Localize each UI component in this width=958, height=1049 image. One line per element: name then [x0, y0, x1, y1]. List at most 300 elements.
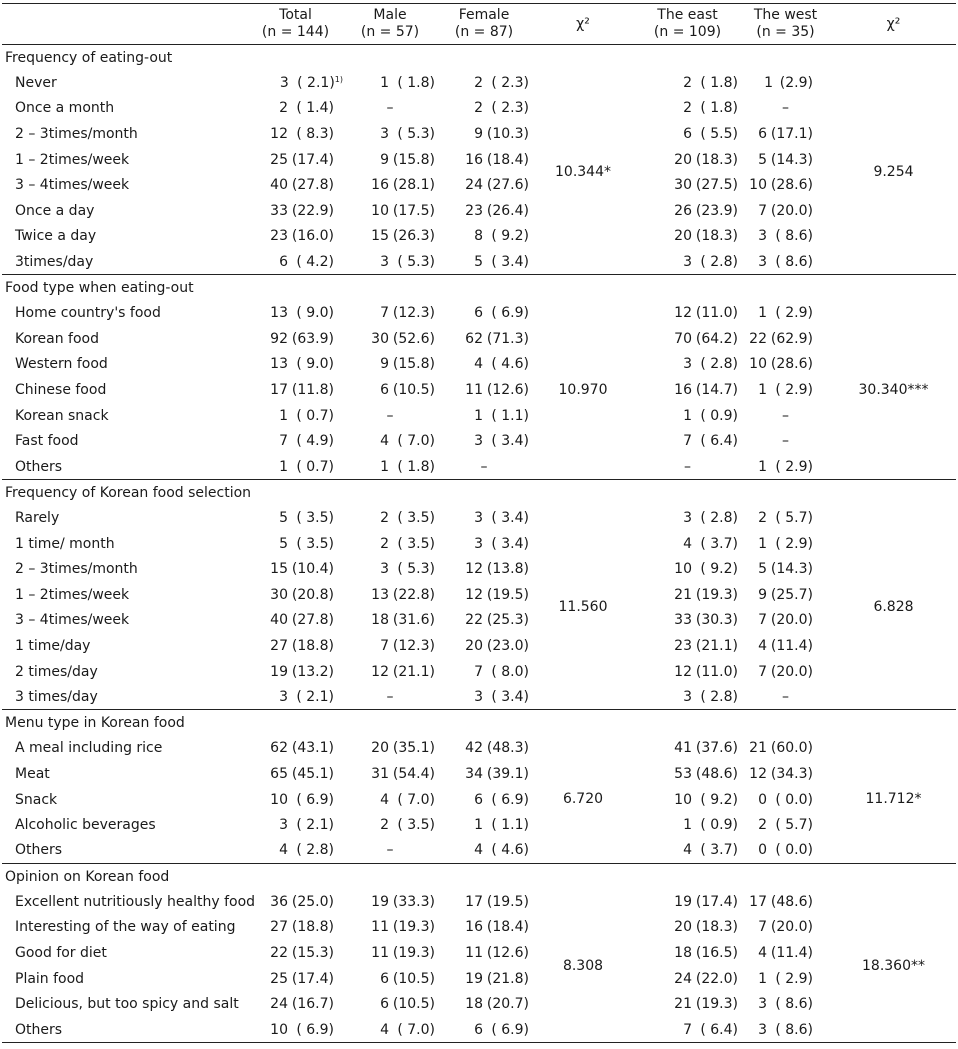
cell-percent: ( 6.9) — [491, 1021, 529, 1038]
cell-male — [343, 736, 437, 762]
group-title: Opinion on Korean food — [2, 864, 956, 890]
cell-count: 3 — [279, 817, 288, 834]
cell-east — [635, 198, 740, 224]
cell-total — [248, 889, 343, 915]
cell-female — [437, 889, 531, 915]
cell-count: 19 — [465, 970, 483, 987]
cell-count: 1 — [683, 817, 692, 834]
table-row — [2, 249, 956, 275]
cell-count: 2 — [758, 817, 767, 834]
cell-male — [343, 633, 437, 659]
cell-count: 20 — [465, 637, 483, 654]
cell-total — [248, 966, 343, 992]
cell-east — [635, 991, 740, 1017]
cell-percent: (15.8) — [392, 356, 435, 373]
cell-count: 6 — [474, 305, 483, 322]
table-row — [2, 198, 956, 224]
cell-percent: (18.4) — [486, 151, 529, 168]
row-label: 2 – 3times/month — [15, 561, 138, 578]
cell-count: 6 — [683, 126, 692, 143]
cell-count: 9 — [758, 586, 767, 603]
cell-percent: (25.7) — [770, 586, 813, 603]
cell-percent: (19.5) — [486, 586, 529, 603]
cell-total — [248, 428, 343, 454]
cell-count: 7 — [683, 1021, 692, 1038]
cell-west — [740, 224, 831, 250]
row-label: Meat — [15, 765, 50, 782]
row-label: Fast food — [15, 433, 79, 450]
group-header-row — [2, 864, 956, 890]
cell-count: 21 — [674, 996, 692, 1013]
cell-percent: ( 2.1) — [296, 688, 334, 705]
cell-percent: (64.2) — [695, 330, 738, 347]
cell-count: 20 — [371, 740, 389, 757]
cell-count: 1 — [758, 535, 767, 552]
table-body — [2, 45, 956, 1043]
cell-percent: (19.3) — [392, 919, 435, 936]
cell-percent: (28.6) — [770, 177, 813, 194]
cell-count: 7 — [758, 202, 767, 219]
cell-count: 36 — [270, 893, 288, 910]
cell-count: 15 — [371, 228, 389, 245]
cell-count: 2 — [474, 100, 483, 117]
cell-east — [635, 70, 740, 96]
cell-count: 5 — [279, 535, 288, 552]
cell-count: 13 — [270, 356, 288, 373]
cell-female — [437, 352, 531, 378]
table-row — [2, 582, 956, 608]
cell-male — [343, 966, 437, 992]
chi-square-gender: 6.720 — [562, 791, 604, 808]
cell-count: 42 — [465, 740, 483, 757]
cell-total — [248, 556, 343, 582]
cell-percent: ( 5.3) — [397, 561, 435, 578]
table-row — [2, 736, 956, 762]
cell-percent: (15.3) — [291, 945, 334, 962]
cell-male — [343, 70, 437, 96]
cell-west — [740, 889, 831, 915]
cell-west — [740, 352, 831, 378]
cell-west — [740, 991, 831, 1017]
cell-count: 4 — [758, 637, 767, 654]
cell-count: 4 — [380, 791, 389, 808]
cell-count: 1 — [380, 74, 389, 91]
cell-percent: ( 9.2) — [700, 791, 738, 808]
table-row — [2, 556, 956, 582]
cell-male — [343, 147, 437, 173]
chi-square-region: 18.360** — [831, 889, 956, 1043]
cell-percent: (17.5) — [392, 202, 435, 219]
cell-east — [635, 556, 740, 582]
col-header-label — [2, 4, 248, 45]
cell-east — [635, 761, 740, 787]
cell-count: 25 — [270, 970, 288, 987]
cell-total — [248, 684, 343, 710]
cell-percent: (62.9) — [770, 330, 813, 347]
cell-percent: ( 1.1) — [491, 817, 529, 834]
cell-count: 7 — [474, 663, 483, 680]
cell-percent: (19.3) — [695, 586, 738, 603]
cell-percent: ( 1.8) — [397, 458, 435, 475]
table-row — [2, 787, 956, 813]
table-row — [2, 966, 956, 992]
row-label: 1 time/ month — [15, 535, 115, 552]
cell-count: 11 — [465, 945, 483, 962]
cell-count: 17 — [465, 893, 483, 910]
cell-percent: ( 1.1) — [491, 407, 529, 424]
table-row — [2, 224, 956, 250]
cell-percent: (20.0) — [770, 663, 813, 680]
cell-male — [343, 121, 437, 147]
cell-count: 25 — [270, 151, 288, 168]
cell-west — [740, 736, 831, 762]
cell-west — [740, 531, 831, 557]
cell-count: 7 — [380, 637, 389, 654]
cell-percent: ( 8.6) — [775, 253, 813, 270]
cell-count: 2 — [380, 817, 389, 834]
cell-count: 1 — [764, 74, 773, 91]
cell-percent: (26.4) — [486, 202, 529, 219]
table-row — [2, 633, 956, 659]
cell-count: 4 — [474, 842, 483, 859]
cell-female — [437, 812, 531, 838]
chi-square-region: 30.340*** — [858, 381, 929, 398]
table-row — [2, 121, 956, 147]
cell-female — [437, 633, 531, 659]
cell-percent: ( 3.4) — [491, 535, 529, 552]
cell-percent: (10.4) — [291, 561, 334, 578]
cell-percent: ( 0.7) — [296, 407, 334, 424]
cell-percent: (12.3) — [392, 305, 435, 322]
cell-male — [343, 531, 437, 557]
cell-female — [437, 761, 531, 787]
cell-male — [343, 991, 437, 1017]
cell-count: 27 — [270, 637, 288, 654]
cell-west — [740, 377, 831, 403]
cell-percent: (21.1) — [695, 637, 738, 654]
cell-count: 12 — [465, 586, 483, 603]
cell-percent: (19.3) — [695, 996, 738, 1013]
cell-count: 40 — [270, 177, 288, 194]
cell-male — [343, 889, 437, 915]
table-row — [2, 608, 956, 634]
cell-male — [343, 940, 437, 966]
cell-count: 12 — [465, 561, 483, 578]
cell-east — [635, 966, 740, 992]
cell-female — [437, 1017, 531, 1043]
cell-percent: (27.8) — [291, 612, 334, 629]
cell-total — [248, 608, 343, 634]
cell-percent: ( 8.6) — [775, 996, 813, 1013]
cell-male — [343, 300, 437, 326]
cell-count: 6 — [380, 996, 389, 1013]
cell-male — [343, 224, 437, 250]
cell-east — [635, 608, 740, 634]
row-label: 3 – 4times/week — [15, 612, 130, 629]
cell-count: 5 — [279, 509, 288, 526]
cell-count: 24 — [674, 970, 692, 987]
cell-count: 12 — [674, 305, 692, 322]
table-row — [2, 684, 956, 710]
table-row — [2, 70, 956, 96]
cell-count: 4 — [683, 842, 692, 859]
cell-percent: (17.4) — [291, 151, 334, 168]
cell-percent: (17.1) — [770, 126, 813, 143]
cell-count: 9 — [380, 151, 389, 168]
cell-percent: ( 2.3) — [491, 100, 529, 117]
cell-count: 22 — [465, 612, 483, 629]
cell-female — [437, 121, 531, 147]
cell-east — [635, 300, 740, 326]
row-label: Others — [15, 842, 63, 859]
cell-percent: ( 6.4) — [700, 1021, 738, 1038]
cell-count: 10 — [270, 791, 288, 808]
chi-square-region: 9.254 — [873, 164, 914, 181]
cell-percent: (16.0) — [291, 228, 334, 245]
group-header-row — [2, 710, 956, 736]
cell-west — [740, 608, 831, 634]
row-label: Snack — [15, 791, 58, 808]
row-label: Korean food — [15, 330, 99, 347]
cell-west — [740, 326, 831, 352]
cell-percent: ( 4.9) — [296, 433, 334, 450]
row-label: Others — [15, 458, 63, 475]
col-header-total: Total (n = 144) — [248, 4, 343, 45]
cell-female: – — [480, 458, 488, 475]
cell-count: 2 — [758, 509, 767, 526]
cell-percent: ( 0.9) — [700, 407, 738, 424]
cell-count: 19 — [270, 663, 288, 680]
cell-total — [248, 761, 343, 787]
cell-east — [635, 787, 740, 813]
cell-total — [248, 582, 343, 608]
cell-count: 92 — [270, 330, 288, 347]
cell-count: 19 — [371, 893, 389, 910]
cell-total — [248, 224, 343, 250]
cell-east — [635, 326, 740, 352]
cell-male — [343, 172, 437, 198]
cell-female — [437, 96, 531, 122]
cell-west — [740, 915, 831, 941]
cell-male — [343, 608, 437, 634]
cell-male: – — [386, 100, 394, 117]
cell-east — [635, 633, 740, 659]
cell-percent: (20.0) — [770, 202, 813, 219]
cell-count: 2 — [380, 509, 389, 526]
cell-count: 34 — [465, 765, 483, 782]
cell-female — [437, 172, 531, 198]
table-row — [2, 991, 956, 1017]
cell-west: – — [782, 100, 789, 117]
group-title: Frequency of eating-out — [2, 45, 956, 71]
cell-east — [635, 1017, 740, 1043]
cell-percent: (20.7) — [486, 996, 529, 1013]
cell-count: 26 — [674, 202, 692, 219]
cell-count: 2 — [279, 100, 288, 117]
table-row — [2, 838, 956, 864]
cell-percent: (18.3) — [695, 228, 738, 245]
cell-east — [635, 505, 740, 531]
cell-female — [437, 198, 531, 224]
cell-count: 0 — [758, 842, 767, 859]
table-row — [2, 352, 956, 378]
cell-percent: (23.9) — [695, 202, 738, 219]
cell-east — [635, 940, 740, 966]
cell-count: 30 — [674, 177, 692, 194]
cell-total — [248, 377, 343, 403]
cell-percent: (23.0) — [486, 637, 529, 654]
cell-count: 18 — [674, 945, 692, 962]
cell-count: 62 — [270, 740, 288, 757]
cell-female — [437, 736, 531, 762]
cell-percent: (11.0) — [695, 663, 738, 680]
table-row — [2, 915, 956, 941]
cell-percent: (16.7) — [291, 996, 334, 1013]
table-row — [2, 1017, 956, 1043]
cell-percent: (19.3) — [392, 945, 435, 962]
cell-percent: ( 3.5) — [397, 535, 435, 552]
table-row — [2, 531, 956, 557]
cell-percent: (20.8) — [291, 586, 334, 603]
col-header-west: The west (n = 35) — [740, 4, 831, 45]
row-label: 3 – 4times/week — [15, 177, 130, 194]
cell-count: 11 — [371, 945, 389, 962]
cell-west: – — [782, 407, 789, 424]
cell-percent: ( 5.3) — [397, 126, 435, 143]
cell-percent: ( 2.1) — [296, 817, 334, 834]
cell-west — [740, 787, 831, 813]
table-row — [2, 300, 956, 326]
col-header-chi-region: χ² — [831, 4, 956, 45]
row-label: 1 time/day — [15, 637, 91, 654]
cell-total — [248, 121, 343, 147]
cell-percent: ( 8.6) — [775, 1021, 813, 1038]
cell-west — [740, 582, 831, 608]
cell-percent: ( 2.9) — [775, 535, 813, 552]
cell-percent: ( 3.7) — [700, 535, 738, 552]
cell-count: 3 — [380, 253, 389, 270]
cell-percent: (22.0) — [695, 970, 738, 987]
cell-west — [740, 172, 831, 198]
row-label: Interesting of the way of eating — [15, 919, 236, 936]
cell-male — [343, 428, 437, 454]
cell-percent: (33.3) — [392, 893, 435, 910]
cell-count: 11 — [371, 919, 389, 936]
cell-count: 1 — [474, 407, 483, 424]
group-header-row — [2, 275, 956, 301]
cell-count: 17 — [749, 893, 767, 910]
table-row — [2, 326, 956, 352]
cell-percent: ( 3.4) — [491, 253, 529, 270]
cell-male — [343, 454, 437, 480]
cell-percent: ( 6.4) — [700, 433, 738, 450]
cell-total — [248, 1017, 343, 1043]
cell-east — [635, 403, 740, 429]
row-label: Twice a day — [15, 228, 97, 245]
cell-count: 20 — [674, 151, 692, 168]
cell-count: 22 — [749, 330, 767, 347]
cell-count: 7 — [279, 433, 288, 450]
cell-count: 3 — [380, 126, 389, 143]
group-header-row — [2, 480, 956, 506]
cell-percent: ( 3.5) — [296, 535, 334, 552]
table-row — [2, 403, 956, 429]
cell-percent: (18.4) — [486, 919, 529, 936]
cell-west — [740, 659, 831, 685]
cell-female — [437, 224, 531, 250]
cell-percent: (27.5) — [695, 177, 738, 194]
cell-percent: (45.1) — [291, 765, 334, 782]
cell-count: 33 — [270, 202, 288, 219]
cell-percent: (31.6) — [392, 612, 435, 629]
cell-count: 23 — [270, 228, 288, 245]
cell-east — [635, 915, 740, 941]
cell-count: 70 — [674, 330, 692, 347]
cell-count: 23 — [465, 202, 483, 219]
cell-east — [635, 838, 740, 864]
cell-percent: (14.7) — [695, 382, 738, 399]
row-label: Chinese food — [15, 382, 107, 399]
cell-count: 3 — [683, 688, 692, 705]
cell-count: 4 — [474, 356, 483, 373]
cell-percent: ( 3.5) — [397, 817, 435, 834]
cell-total — [248, 991, 343, 1017]
cell-percent: (17.4) — [695, 893, 738, 910]
table-row — [2, 454, 956, 480]
cell-count: 30 — [270, 586, 288, 603]
cell-percent: (17.4) — [291, 970, 334, 987]
cell-percent: (15.8) — [392, 151, 435, 168]
cell-count: 8 — [474, 228, 483, 245]
group-title: Menu type in Korean food — [2, 710, 956, 736]
cell-count: 3 — [683, 356, 692, 373]
cell-count: 3 — [474, 535, 483, 552]
cell-count: 0 — [758, 791, 767, 808]
cell-count: 18 — [465, 996, 483, 1013]
cell-female — [437, 147, 531, 173]
cell-count: 3 — [380, 561, 389, 578]
cell-count: 16 — [465, 151, 483, 168]
cell-count: 9 — [380, 356, 389, 373]
cell-percent: (21.1) — [392, 663, 435, 680]
cell-total — [248, 812, 343, 838]
cell-count: 13 — [270, 305, 288, 322]
cell-west: – — [782, 433, 789, 450]
cell-male — [343, 352, 437, 378]
cell-west — [740, 556, 831, 582]
cell-count: 6 — [474, 791, 483, 808]
cell-female — [437, 787, 531, 813]
cell-percent: ( 6.9) — [296, 791, 334, 808]
cell-percent: ( 6.9) — [491, 305, 529, 322]
cell-count: 1 — [758, 970, 767, 987]
cell-male — [343, 787, 437, 813]
cell-percent: (11.8) — [291, 382, 334, 399]
cell-east — [635, 428, 740, 454]
cell-count: 21 — [674, 586, 692, 603]
cell-east — [635, 684, 740, 710]
cell-percent: (39.1) — [486, 765, 529, 782]
cell-percent: ( 9.2) — [491, 228, 529, 245]
cell-count: 6 — [380, 382, 389, 399]
cell-count: 31 — [371, 765, 389, 782]
table-row — [2, 96, 956, 122]
cell-percent: (13.8) — [486, 561, 529, 578]
cell-male — [343, 582, 437, 608]
cell-percent: (12.6) — [486, 945, 529, 962]
cell-percent: ( 5.3) — [397, 253, 435, 270]
cell-count: 7 — [758, 663, 767, 680]
